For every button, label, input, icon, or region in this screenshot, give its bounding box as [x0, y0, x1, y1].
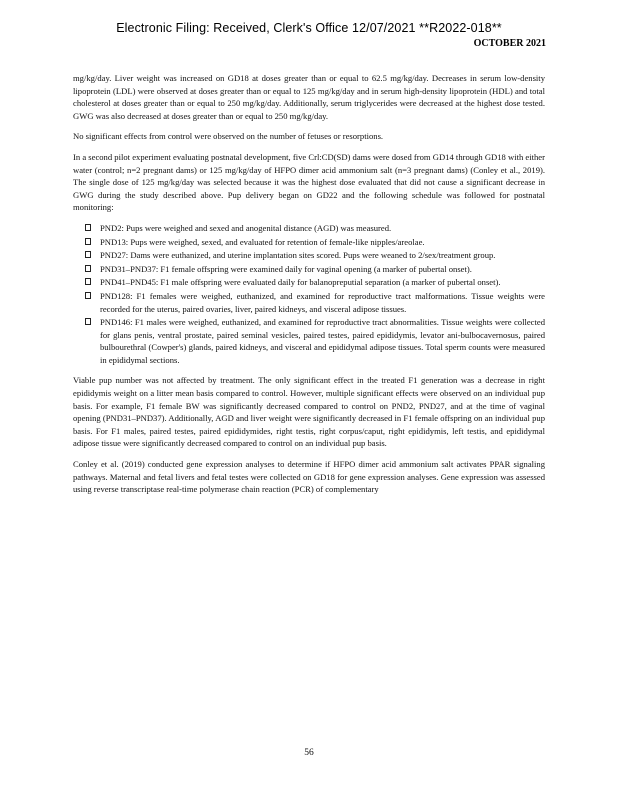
paragraph-gene-expression: Conley et al. (2019) conducted gene expression analyses to determine if HFPO dimer acid ammonium salt activates PPAR signaling pathways. Maternal and fetal livers and fetal testes were collected on GD18 for gene expression analyses. Gene expression was assessed using reverse transcriptase real-time polymerase chain reaction (PCR) of complementary	[73, 459, 545, 495]
paragraph-liver-lipids: mg/kg/day. Liver weight was increased on GD18 at doses greater than or equal to 62.5 mg/kg/day. Decreases in serum low-density lipoprotein (LDL) were observed at doses greater than or equal to 125 mg/kg/day and in serum high-density lipoprotein (HDL) and total cholesterol at doses greater than or equal to 250 mg/kg/day. Additionally, serum triglycerides were decreased at the highest dose tested. GWG was also decreased at doses greater than or equal to 250 mg/kg/day.	[73, 73, 545, 121]
checkbox-bullet-icon	[85, 251, 91, 258]
schedule-item	[73, 263, 545, 276]
checkbox-bullet-icon	[85, 224, 91, 231]
schedule-item	[73, 236, 545, 249]
checkbox-bullet-icon	[85, 318, 91, 325]
schedule-item-text: PND27: Dams were euthanized, and uterine implantation sites scored. Pups were weaned to 2/sex/treatment group.	[100, 250, 496, 261]
postnatal-schedule-list	[73, 222, 545, 367]
schedule-item-text: PND128: F1 females were weighed, euthanized, and examined for reproductive tract malformations. Tissue weights were recorded for the uterus, paired ovaries, liver, paired kidneys, and visceral adipose tissues.	[100, 290, 545, 314]
checkbox-bullet-icon	[85, 278, 91, 285]
checkbox-bullet-icon	[85, 292, 91, 299]
paragraph-results: Viable pup number was not affected by treatment. The only significant effect in the treated F1 generation was a decrease in right epididymis weight on a litter mean basis compared to control. However, multiple significant effects were observed on an individual pup basis. For example, F1 female BW was significantly decreased compared to control on PND2, PND27, and at the time of vaginal opening (PND31–PND37). Additionally, AGD and liver weight were significantly decreased in F1 female offspring on an individual pup basis. For F1 males, paired testes, paired epididymides, right testis, right corpus/caput, right epididymis, left testis, and epididymal adipose tissue were significantly decreased compared to control on an individual pup basis.	[73, 375, 545, 449]
schedule-item-text: PND13: Pups were weighed, sexed, and evaluated for retention of female-like nipples/areolae.	[100, 236, 425, 247]
date-stamp: OCTOBER 2021	[473, 38, 546, 49]
checkbox-bullet-icon	[85, 265, 91, 272]
schedule-item-text: PND146: F1 males were weighed, euthanized, and examined for reproductive tract abnormalities. Tissue weights were collected for glans penis, ventral prostate, paired seminal vesicles, paired testes, paired epididymis, levator ani-bulbocavernosus, paired bulbourethral (Cowper's) glands, paired kidneys, and visceral and epididymal adipose tissues. Total sperm counts were measured in epididymal sections.	[100, 317, 545, 365]
checkbox-bullet-icon	[85, 238, 91, 245]
schedule-item	[73, 290, 545, 315]
filing-header: Electronic Filing: Received, Clerk's Office 12/07/2021 **R2022-018**	[116, 21, 502, 35]
paragraph-second-pilot: In a second pilot experiment evaluating postnatal development, five Crl:CD(SD) dams were dosed from GD14 through GD18 with either water (control; n=2 pregnant dams) or 125 mg/kg/day of HFPO dimer acid ammonium salt (n=3 pregnant dams) (Conley et al., 2019). The single dose of 125 mg/kg/day was selected because it was the highest dose evaluated that did not cause a significant decrease in GWG during the study described above. Pup delivery began on GD22 and the following schedule was followed for postnatal monitoring:	[73, 151, 545, 213]
schedule-item-text: PND31–PND37: F1 female offspring were examined daily for vaginal opening (a marker of pubertal onset).	[100, 263, 472, 274]
paragraph-fetuses: No significant effects from control were observed on the number of fetuses or resorptions.	[73, 131, 384, 142]
schedule-item-text: PND41–PND45: F1 male offspring were evaluated daily for balanopreputial separation (a marker of pubertal onset).	[100, 277, 501, 288]
page-number: 56	[304, 748, 314, 758]
document-body	[73, 72, 545, 504]
schedule-item-text: PND2: Pups were weighed and sexed and anogenital distance (AGD) was measured.	[100, 222, 392, 233]
schedule-item	[73, 316, 545, 366]
schedule-item	[73, 249, 545, 262]
schedule-item	[73, 276, 545, 289]
schedule-item	[73, 222, 545, 235]
